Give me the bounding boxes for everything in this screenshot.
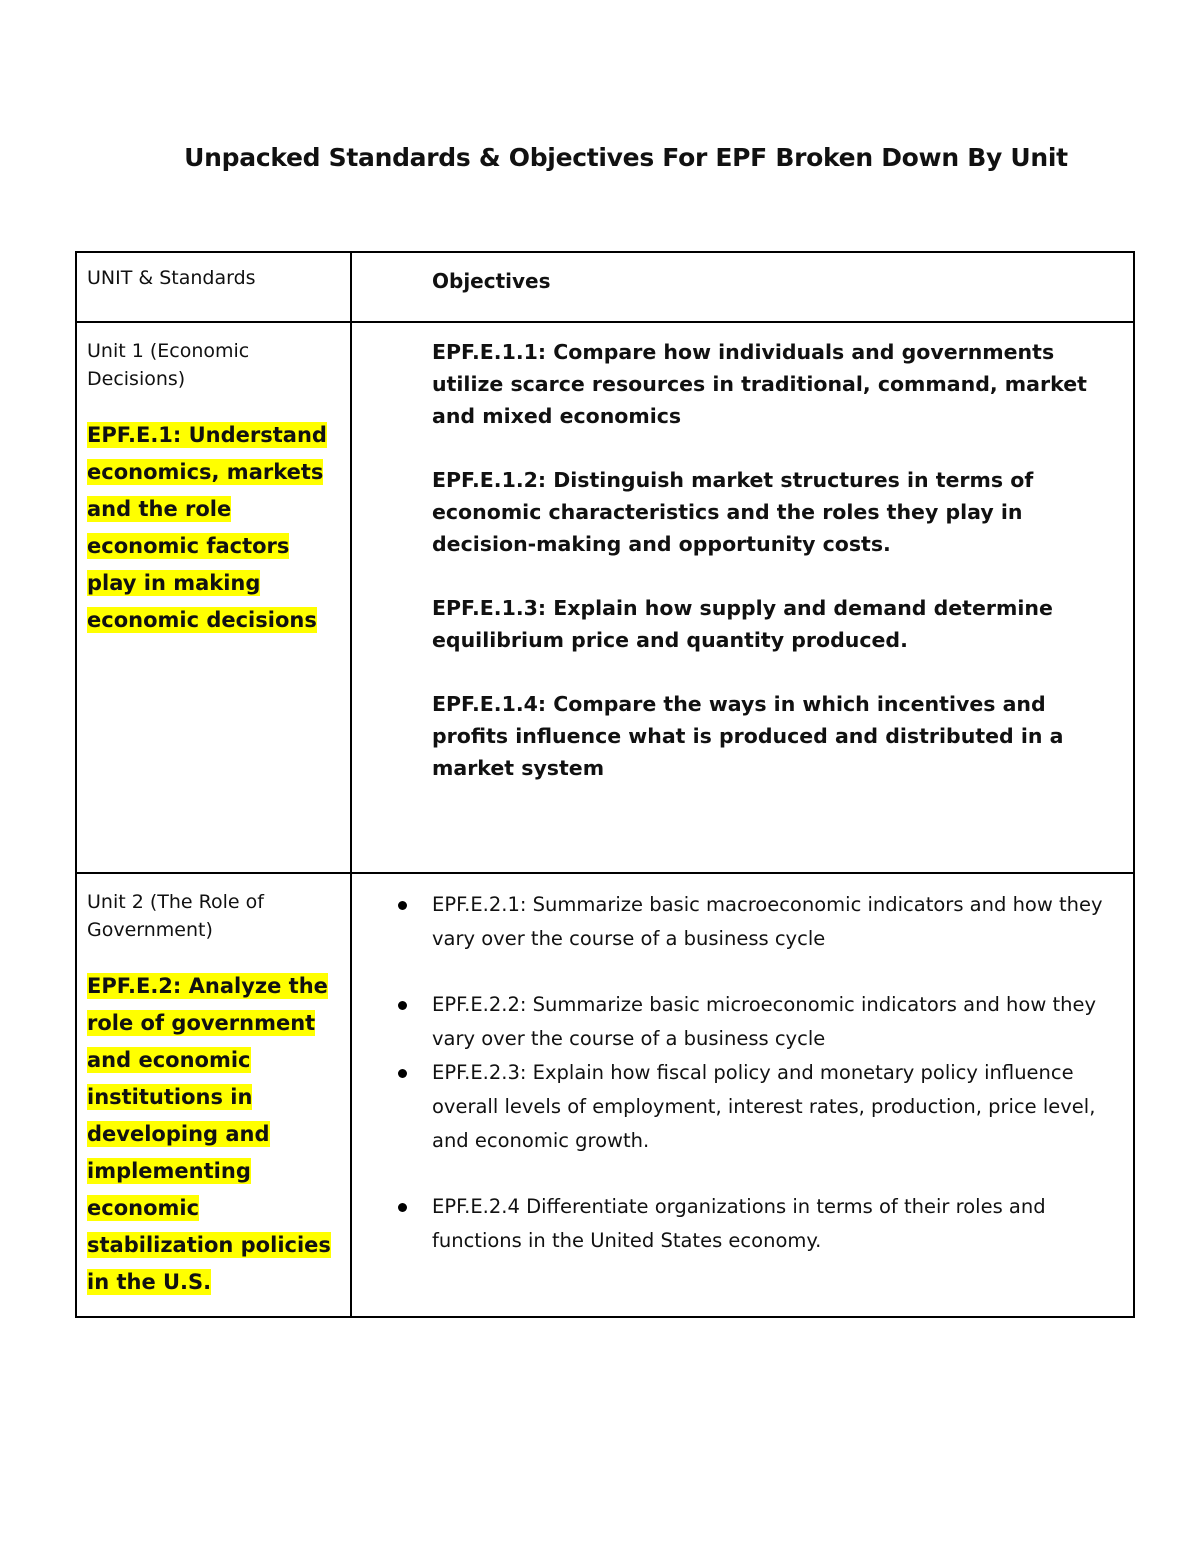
unit-2-objectives-cell bbox=[351, 873, 1134, 1317]
unit-1-objectives-cell bbox=[351, 322, 1134, 873]
list-item bbox=[432, 888, 1123, 956]
header-objectives: Objectives bbox=[351, 252, 1134, 322]
objective-epf-e-2-4: EPF.E.2.4 Differentiate organizations in terms of their roles and functions in the United States economy. bbox=[432, 1195, 1046, 1252]
objective-epf-e-2-2: EPF.E.2.2: Summarize basic microeconomic indicators and how they vary over the course of a business cycle bbox=[432, 993, 1097, 1050]
objective-epf-e-1-2: EPF.E.1.2: Distinguish market structures in terms of economic characteristics and the roles they play in decision-making and opportunity costs. bbox=[432, 468, 1034, 556]
table-row bbox=[76, 322, 1134, 873]
list-item bbox=[432, 988, 1123, 1056]
objective-epf-e-1-1: EPF.E.1.1: Compare how individuals and governments utilize scarce resources in traditional, command, market and mixed economics bbox=[432, 340, 1087, 428]
objective-epf-e-2-3: EPF.E.2.3: Explain how fiscal policy and monetary policy influence overall levels of employment, interest rates, production, price level, and economic growth. bbox=[432, 1061, 1096, 1152]
objective-epf-e-1-4: EPF.E.1.4: Compare the ways in which incentives and profits influence what is produced and distributed in a market system bbox=[432, 692, 1064, 780]
unit-2-cell bbox=[76, 873, 351, 1317]
header-unit-standards: UNIT & Standards bbox=[76, 252, 351, 322]
unit-2-title: Unit 2 (The Role of Government) bbox=[87, 891, 264, 941]
unit-2-standard bbox=[87, 968, 340, 1301]
unit-1-standard bbox=[87, 417, 340, 639]
standards-table bbox=[75, 251, 1135, 1318]
unit-2-standard-highlight: EPF.E.2: Analyze the role of government and economic institutions in developing and implementing economic stabilization policies in the U.S. bbox=[87, 974, 331, 1294]
table-header-row bbox=[76, 252, 1134, 322]
bullet-icon bbox=[398, 1069, 407, 1078]
objective-epf-e-1-3: EPF.E.1.3: Explain how supply and demand determine equilibrium price and quantity produced. bbox=[432, 596, 1053, 652]
unit-1-standard-highlight: EPF.E.1: Understand economics, markets and the role economic factors play in making economic decisions bbox=[87, 423, 327, 632]
bullet-icon bbox=[398, 901, 407, 910]
objective-epf-e-2-1: EPF.E.2.1: Summarize basic macroeconomic indicators and how they vary over the course of a business cycle bbox=[432, 893, 1103, 950]
unit-1-cell bbox=[76, 322, 351, 873]
table-row bbox=[76, 873, 1134, 1317]
bullet-icon bbox=[398, 1203, 407, 1212]
page-title: Unpacked Standards & Objectives For EPF Broken Down By Unit bbox=[184, 143, 1068, 172]
unit-1-title: Unit 1 (Economic Decisions) bbox=[87, 340, 250, 390]
list-item bbox=[432, 1190, 1123, 1258]
unit-2-objective-list bbox=[432, 888, 1123, 1258]
list-item bbox=[432, 1056, 1123, 1158]
bullet-icon bbox=[398, 1001, 407, 1010]
